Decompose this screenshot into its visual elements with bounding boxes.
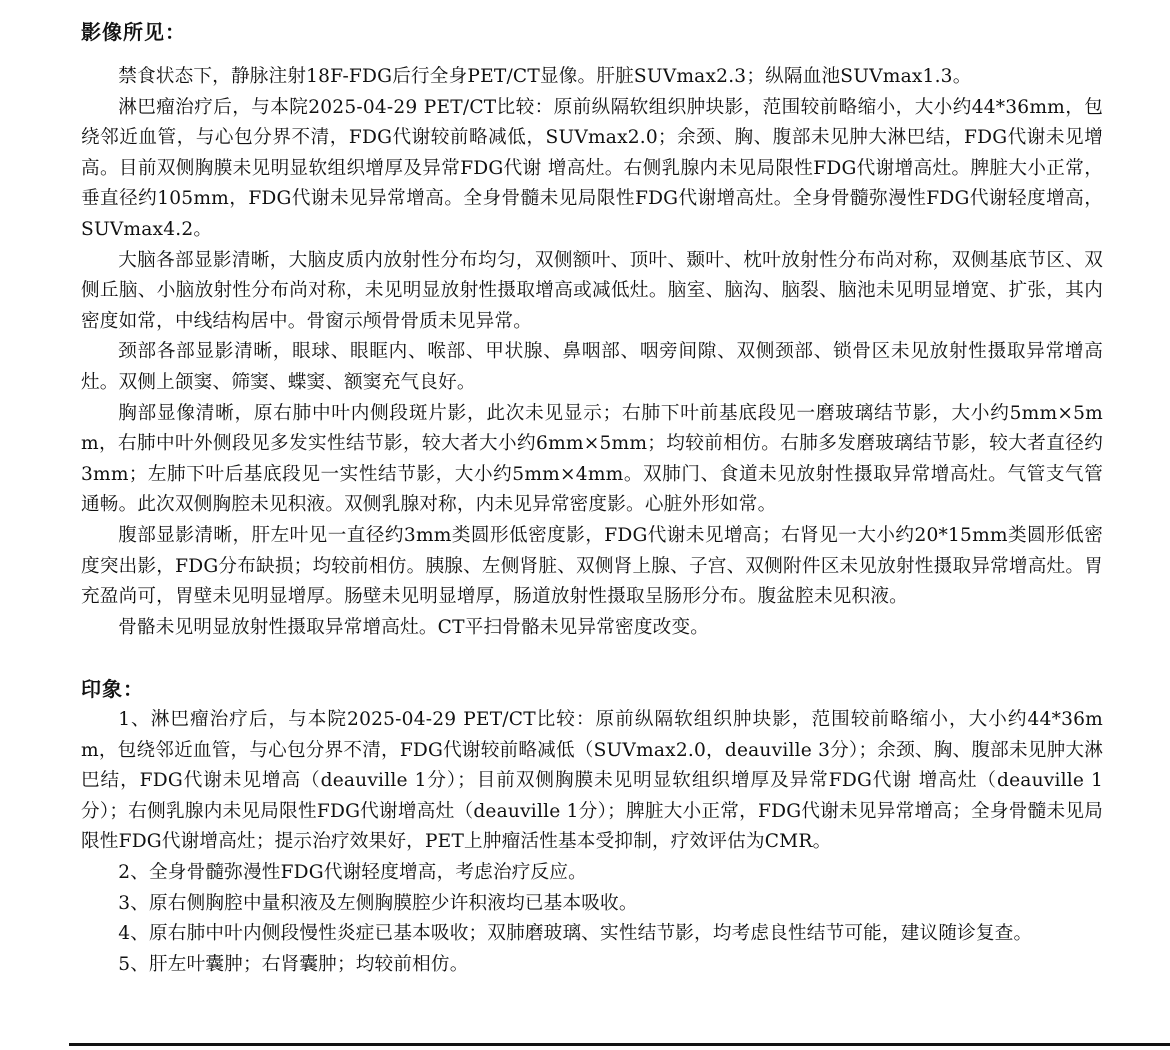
findings-paragraph-neck: 颈部各部显影清晰，眼球、眼眶内、喉部、甲状腺、鼻咽部、咽旁间隙、双侧颈部、锁骨区未见放射性摄取异常增高灶。双侧上颌窦、筛窦、蝶窦、额窦充气良好。 <box>81 341 1103 393</box>
findings-paragraph-lymphoma: 淋巴瘤治疗后，与本院2025-04-29 PET/CT比较：原前纵隔软组织肿块影，范围较前略缩小，大小约44*36mm，包绕邻近血管，与心包分界不清，FDG代谢较前略减低，SUVmax2.0；余颈、胸、腹部未见肿大淋巴结，FDG代谢未见增高。目前双侧胸膜未见明显软组织增厚及异常FDG代谢 增高灶。右侧乳腺内未见局限性FDG代谢增高灶。脾脏大小正常，垂直径约105mm，FDG代谢未见异常增高。全身骨髓未见局限性FDG代谢增高灶。全身骨髓弥漫性FDG代谢轻度增高，SUVmax4.2。 <box>81 96 1103 240</box>
impression-item-2: 2、全身骨髓弥漫性FDG代谢轻度增高，考虑治疗反应。 <box>118 861 587 883</box>
impression-item-3: 3、原右侧胸腔中量积液及左侧胸膜腔少许积液均已基本吸收。 <box>118 892 638 914</box>
findings-paragraph-abdomen: 腹部显影清晰，肝左叶见一直径约3mm类圆形低密度影，FDG代谢未见增高；右肾见一大小约20*15mm类圆形低密度突出影，FDG分布缺损；均较前相仿。胰腺、左侧肾脏、双侧肾上腺、子宫、双侧附件区未见放射性摄取异常增高灶。胃充盈尚可，胃壁未见明显增厚。肠壁未见明显增厚，肠道放射性摄取呈肠形分布。腹盆腔未见积液。 <box>81 524 1103 608</box>
findings-paragraph-brain: 大脑各部显影清晰，大脑皮质内放射性分布均匀，双侧额叶、顶叶、颞叶、枕叶放射性分布尚对称，双侧基底节区、双侧丘脑、小脑放射性分布尚对称，未见明显放射性摄取增高或减低灶。脑室、脑沟、脑裂、脑池未见明显增宽、扩张，其内密度如常，中线结构居中。骨窗示颅骨骨质未见异常。 <box>81 249 1103 332</box>
impression-item-4: 4、原右肺中叶内侧段慢性炎症已基本吸收；双肺磨玻璃、实性结节影，均考虑良性结节可能，建议随诊复查。 <box>118 923 1033 945</box>
impression-item-5: 5、肝左叶囊肿；右肾囊肿；均较前相仿。 <box>118 953 469 975</box>
impression-heading: 印象： <box>81 677 144 701</box>
impression-item-1: 1、淋巴瘤治疗后，与本院2025-04-29 PET/CT比较：原前纵隔软组织肿块影，范围较前略缩小，大小约44*36mm，包绕邻近血管，与心包分界不清，FDG代谢较前略减低（SUVmax2.0，deauville 3分）；余颈、胸、腹部未见肿大淋巴结，FDG代谢未见增高（deauville 1分）；目前双侧胸膜未见明显软组织增厚及异常FDG代谢 增高灶（deauville 1分）；右侧乳腺内未见局限性FDG代谢增高灶（deauville 1分）；脾脏大小正常，FDG代谢未见异常增高；全身骨髓未见局限性FDG代谢增高灶；提示治疗效果好，PET上肿瘤活性基本受抑制，疗效评估为CMR。 <box>81 709 1103 853</box>
bottom-rule <box>69 1043 1170 1046</box>
findings-paragraph-bone: 骨骼未见明显放射性摄取异常增高灶。CT平扫骨骼未见异常密度改变。 <box>118 616 710 638</box>
findings-section <box>81 62 1103 643</box>
findings-paragraph-chest: 胸部显像清晰，原右肺中叶内侧段斑片影，此次未见显示；右肺下叶前基底段见一磨玻璃结节影，大小约5mm×5mm，右肺中叶外侧段见多发实性结节影，较大者大小约6mm×5mm；均较前相仿。右肺多发磨玻璃结节影，较大者直径约3mm；左肺下叶后基底段见一实性结节影，大小约5mm×4mm。双肺门、食道未见放射性摄取异常增高灶。气管支气管通畅。此次双侧胸腔未见积液。双侧乳腺对称，内未见异常密度影。心脏外形如常。 <box>81 402 1103 516</box>
findings-heading: 影像所见： <box>81 20 186 44</box>
findings-paragraph-fasting: 禁食状态下，静脉注射18F-FDG后行全身PET/CT显像。肝脏SUVmax2.3；纵隔血池SUVmax1.3。 <box>118 66 972 87</box>
impression-section <box>81 705 1103 980</box>
